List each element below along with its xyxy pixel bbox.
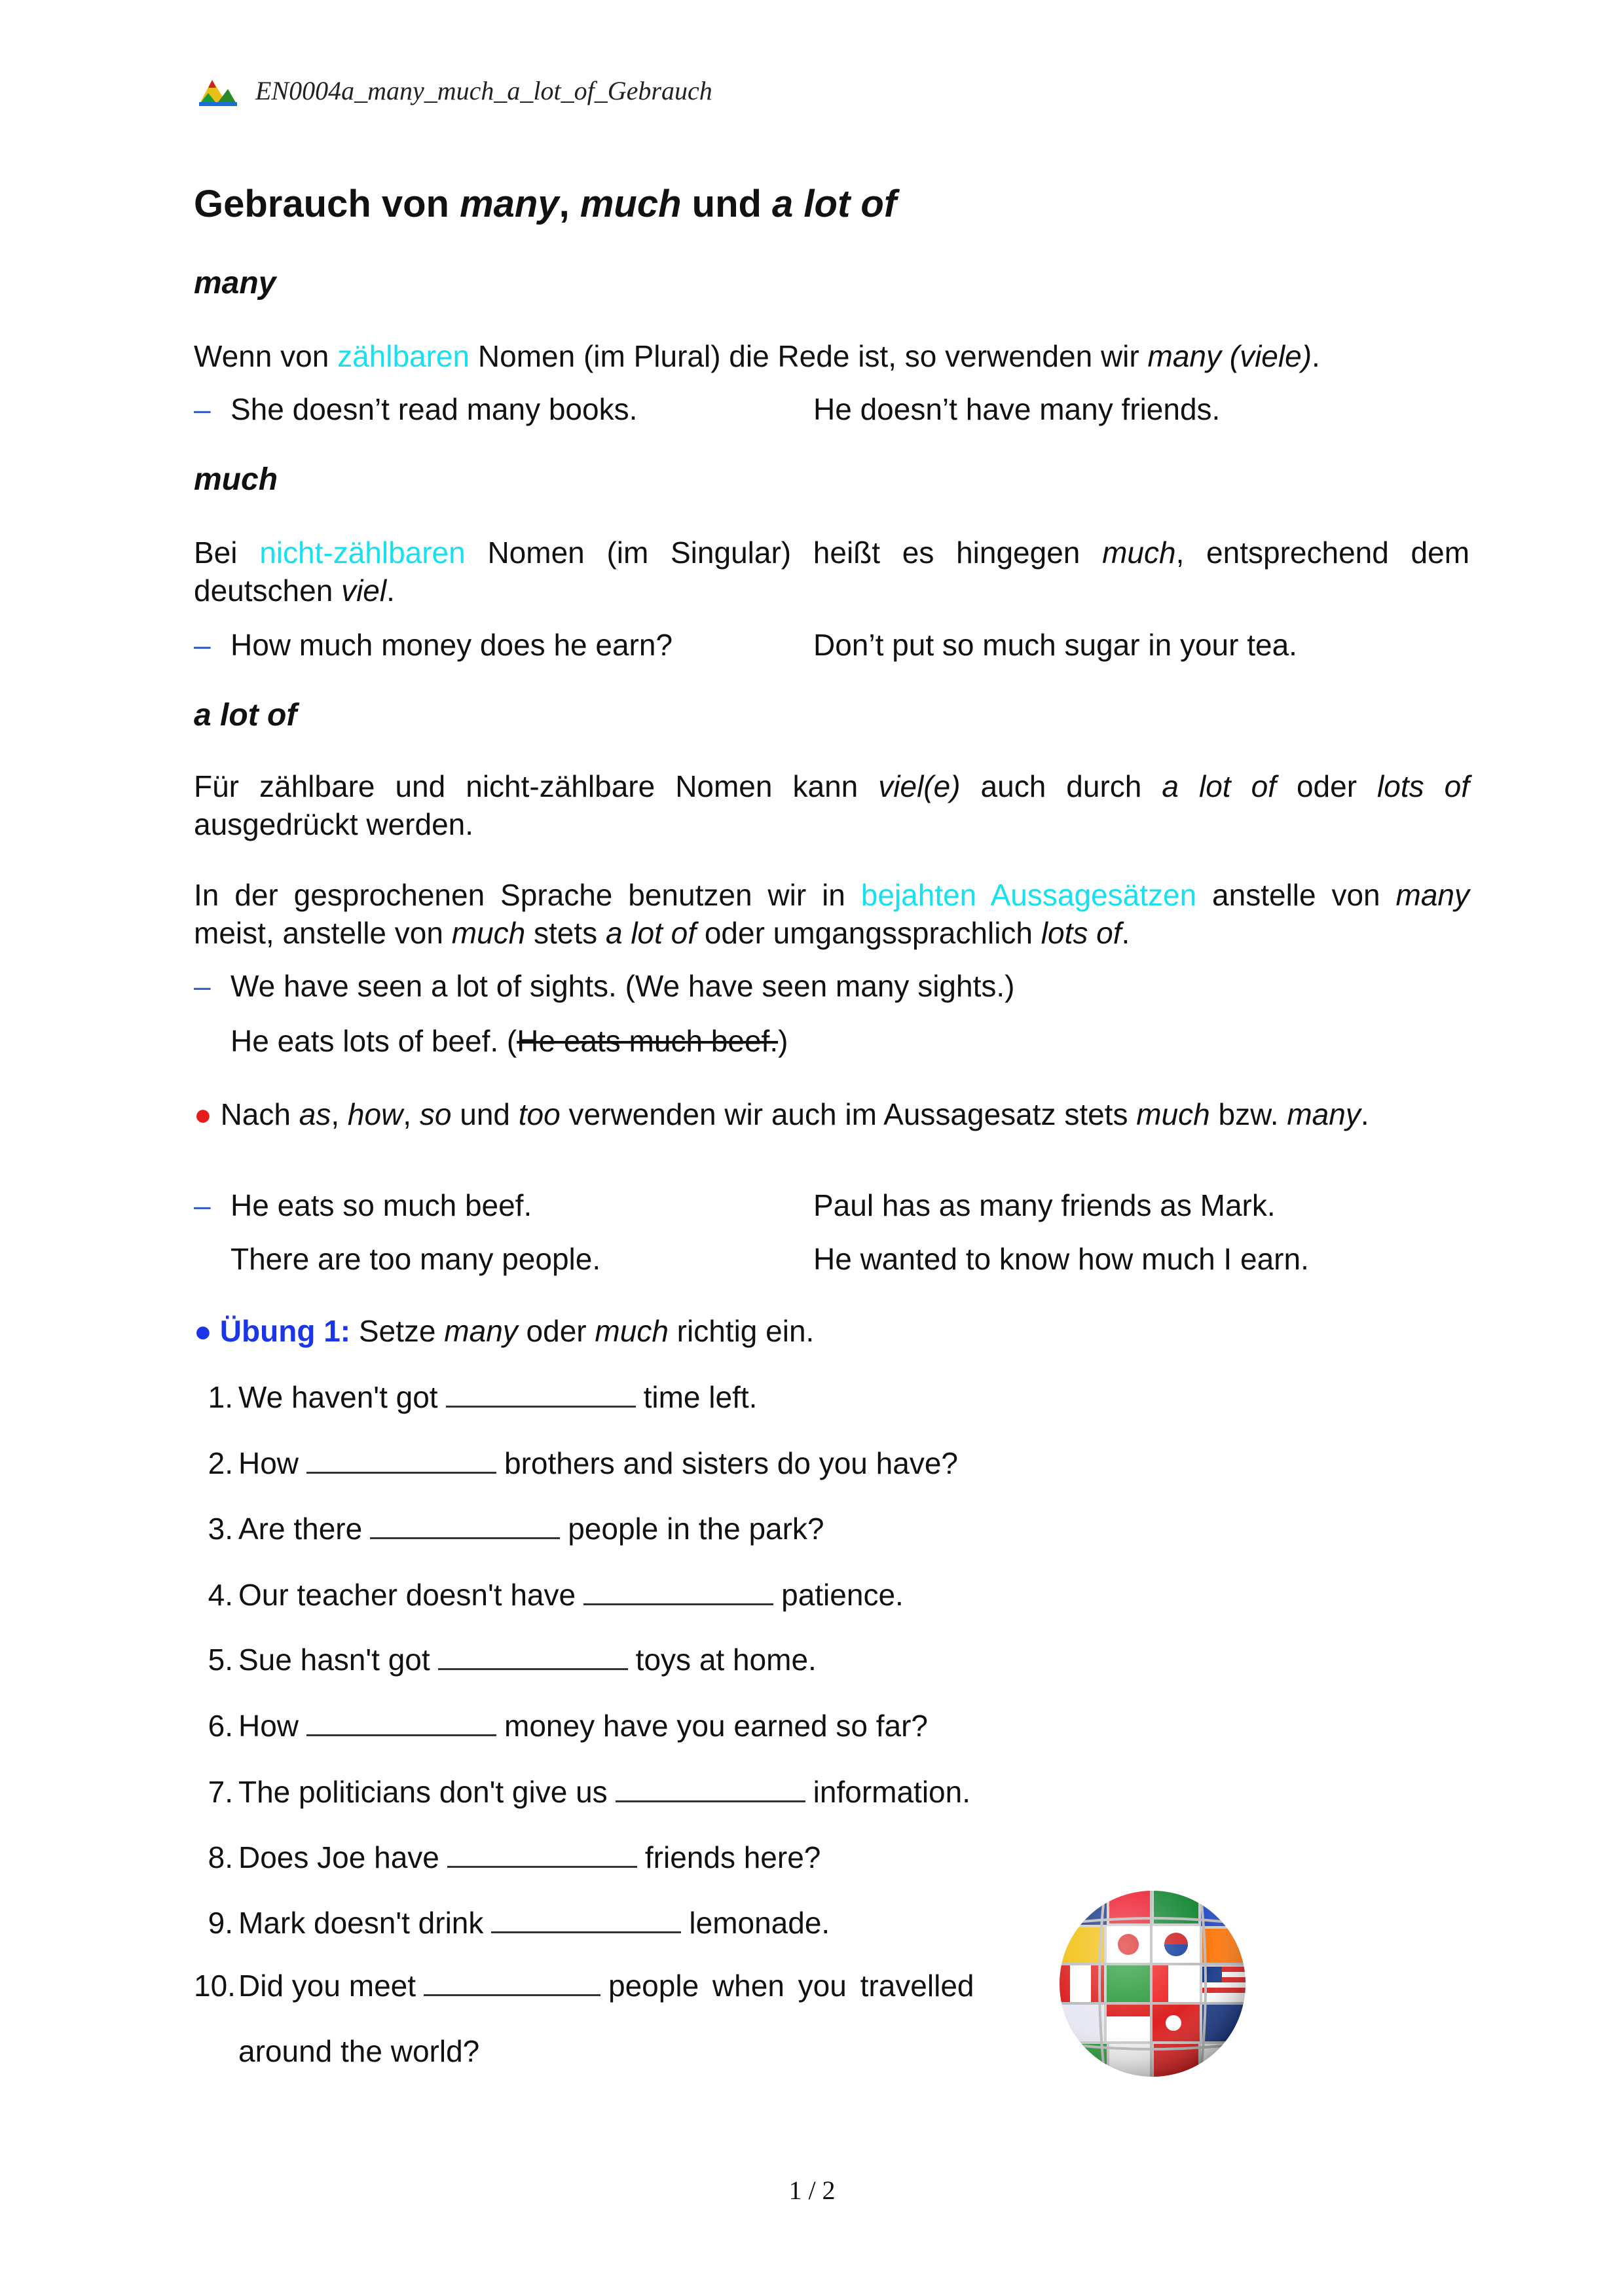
exercise-text-after: people in the park? [568,1512,824,1546]
exercise-item [194,1379,757,1415]
page-header [196,64,712,117]
answer-blank[interactable] [446,1379,636,1408]
answer-blank[interactable] [583,1577,773,1605]
exercise-number: 8. [208,1840,233,1874]
answer-blank[interactable] [306,1708,496,1736]
exercise-text-before: Sue hasn't got [238,1643,430,1677]
exercise-text-before: We haven't got [238,1380,438,1414]
exercise-heading: ● Übung 1: Setze many oder much richtig ein. [194,1314,815,1348]
exercise-text-after: time left. [643,1380,758,1414]
exercise-text-before: Mark doesn't drink [238,1906,484,1940]
paragraph-many: Wenn von zählbaren Nomen (im Plural) die Rede ist, so verwenden wir many (viele). [194,339,1320,373]
exercise-number: 6. [208,1709,233,1743]
exercise-text-before: Are there [238,1512,363,1546]
exercise-item [194,1968,1032,2003]
answer-blank[interactable] [491,1905,681,1933]
exercise-number: 7. [208,1775,233,1809]
example-row: – He eats so much beef. Paul has as many friends as Mark. [194,1188,1276,1222]
answer-blank[interactable] [616,1774,805,1802]
exercise-item-continuation: around the world? [238,2034,480,2068]
exercise-number: 4. [208,1578,233,1612]
exercise-text-before: Does Joe have [238,1840,439,1874]
exercise-text-before: Our teacher doesn't have [238,1578,576,1612]
answer-blank[interactable] [370,1511,560,1539]
paragraph-a-lot-of-2: In der gesprochenen Sprache benutzen wir in bejahten Aussagesätzen anstelle von many meist, anstelle von much stets a lot of oder umgangssprachlich lots of. [194,878,1470,950]
example-row: There are too many people. He wanted to know how much I earn. [231,1242,1309,1276]
mountain-logo-icon [196,71,238,110]
flag-globe-icon [1054,1886,1251,2085]
exercise-number: 3. [208,1512,233,1546]
exercise-item [194,1577,904,1613]
exercise-text-after: toys at home. [635,1643,817,1677]
exercise-text-before: Did you meet [238,1969,416,2003]
exercise-text-before: The politicians don't give us [238,1775,608,1809]
example-row: – We have seen a lot of sights. (We have seen many sights.) [194,969,1015,1003]
exercise-number: 1. [208,1380,233,1414]
exercise-text-after: friends here? [644,1840,821,1874]
exercise-text-after: money have you earned so far? [504,1709,928,1743]
answer-blank[interactable] [306,1446,496,1474]
answer-blank[interactable] [424,1968,600,1996]
exercise-item [194,1905,830,1941]
exercise-item [194,1511,824,1546]
bullet-icon: ● [194,1097,212,1131]
exercise-text-before: How [238,1446,299,1480]
paragraph-a-lot-of-1: Für zählbare und nicht-zählbare Nomen kann viel(e) auch durch a lot of oder lots of ausgedrückt werden. [194,769,1469,841]
exercise-item [194,1708,928,1743]
answer-blank[interactable] [447,1840,637,1868]
exercise-text-after: people when you travelled [608,1969,974,2003]
example-row: – She doesn’t read many books. He doesn’t have many friends. [194,392,1221,426]
exercise-number: 2. [208,1446,233,1480]
example-row: He eats lots of beef. (He eats much beef.) [231,1024,788,1058]
exercise-text-after: information. [813,1775,971,1809]
exercise-item [194,1774,970,1810]
page-title: Gebrauch von many, much und a lot of [194,183,897,225]
section-heading-a-lot-of: a lot of [194,698,297,733]
exercise-number: 9. [208,1906,233,1940]
exercise-number: 5. [208,1643,233,1677]
page-number: 1 / 2 [788,2176,836,2205]
paragraph-much: Bei nicht-zählbaren Nomen (im Singular) heißt es hingegen much, entsprechend dem deutschen viel. [194,536,1470,608]
exercise-item [194,1840,821,1875]
example-row: – How much money does he earn? Don’t put so much sugar in your tea. [194,628,1297,662]
section-heading-much: much [194,462,278,497]
exercise-item [194,1642,817,1677]
section-heading-many: many [194,266,276,301]
exercise-text-after: lemonade. [689,1906,830,1940]
exercise-item [194,1446,958,1481]
exercise-text-after: patience. [781,1578,904,1612]
document-filename: EN0004a_many_much_a_lot_of_Gebrauch [255,75,712,105]
exercise-text-before: How [238,1709,299,1743]
bullet-icon: ● [194,1314,212,1348]
rule-paragraph: ● Nach as, how, so und too verwenden wir auch im Aussagesatz stets much bzw. many. [194,1097,1369,1131]
answer-blank[interactable] [438,1642,628,1670]
exercise-number: 10. [194,1969,236,2003]
exercise-text-after: brothers and sisters do you have? [504,1446,958,1480]
